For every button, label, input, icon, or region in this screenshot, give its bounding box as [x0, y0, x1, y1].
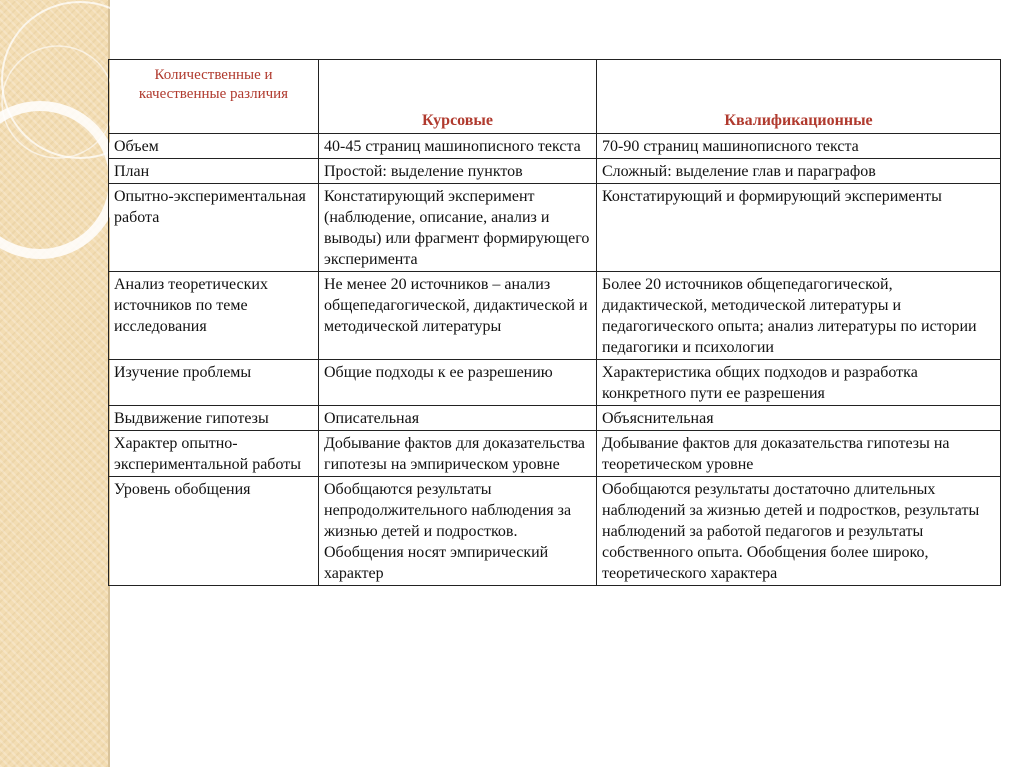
table-row	[109, 360, 1001, 406]
table-row	[109, 134, 1001, 159]
comparison-table	[108, 59, 1001, 586]
criterion-cell: Уровень обобщения	[109, 477, 319, 586]
table-header-row	[109, 60, 1001, 134]
qualification-cell: Обобщаются результаты достаточно длительных наблюдений за жизнью детей и подростков, результаты наблюдений за работой педагогов и результаты собственного опыта. Обобщения более широко, теоретического характера	[597, 477, 1001, 586]
coursework-cell: Добывание фактов для доказательства гипотезы на эмпирическом уровне	[319, 431, 597, 477]
coursework-cell: Общие подходы к ее разрешению	[319, 360, 597, 406]
header-coursework: Курсовые	[319, 60, 597, 134]
decorative-side-band	[0, 0, 108, 767]
qualification-cell: 70-90 страниц машинописного текста	[597, 134, 1001, 159]
table-row	[109, 159, 1001, 184]
table-row	[109, 406, 1001, 431]
table-row	[109, 477, 1001, 586]
coursework-cell: Обобщаются результаты непродолжительного наблюдения за жизнью детей и подростков. Обобщения носят эмпирический характер	[319, 477, 597, 586]
table-row	[109, 431, 1001, 477]
qualification-cell: Характеристика общих подходов и разработка конкретного пути ее разрешения	[597, 360, 1001, 406]
qualification-cell: Констатирующий и формирующий эксперименты	[597, 184, 1001, 272]
criterion-cell: Анализ теоретических источников по теме исследования	[109, 272, 319, 360]
criterion-cell: Объем	[109, 134, 319, 159]
criterion-cell: Выдвижение гипотезы	[109, 406, 319, 431]
table-row	[109, 184, 1001, 272]
qualification-cell: Объяснительная	[597, 406, 1001, 431]
criterion-cell: Опытно-экспериментальная работа	[109, 184, 319, 272]
coursework-cell: Описательная	[319, 406, 597, 431]
criterion-cell: Характер опытно-экспериментальной работы	[109, 431, 319, 477]
qualification-cell: Более 20 источников общепедагогической, дидактической, методической литературы и педагогического опыта; анализ литературы по истории педагогики и психологии	[597, 272, 1001, 360]
criterion-cell: Изучение проблемы	[109, 360, 319, 406]
coursework-cell: Простой: выделение пунктов	[319, 159, 597, 184]
coursework-cell: Констатирующий эксперимент (наблюдение, описание, анализ и выводы) или фрагмент формирующего эксперимента	[319, 184, 597, 272]
header-criteria: Количественные и качественные различия	[109, 60, 319, 134]
criterion-cell: План	[109, 159, 319, 184]
qualification-cell: Добывание фактов для доказательства гипотезы на теоретическом уровне	[597, 431, 1001, 477]
header-qualification: Квалификационные	[597, 60, 1001, 134]
qualification-cell: Сложный: выделение глав и параграфов	[597, 159, 1001, 184]
coursework-cell: Не менее 20 источников – анализ общепедагогической, дидактической и методической литературы	[319, 272, 597, 360]
coursework-cell: 40-45 страниц машинописного текста	[319, 134, 597, 159]
table-row	[109, 272, 1001, 360]
